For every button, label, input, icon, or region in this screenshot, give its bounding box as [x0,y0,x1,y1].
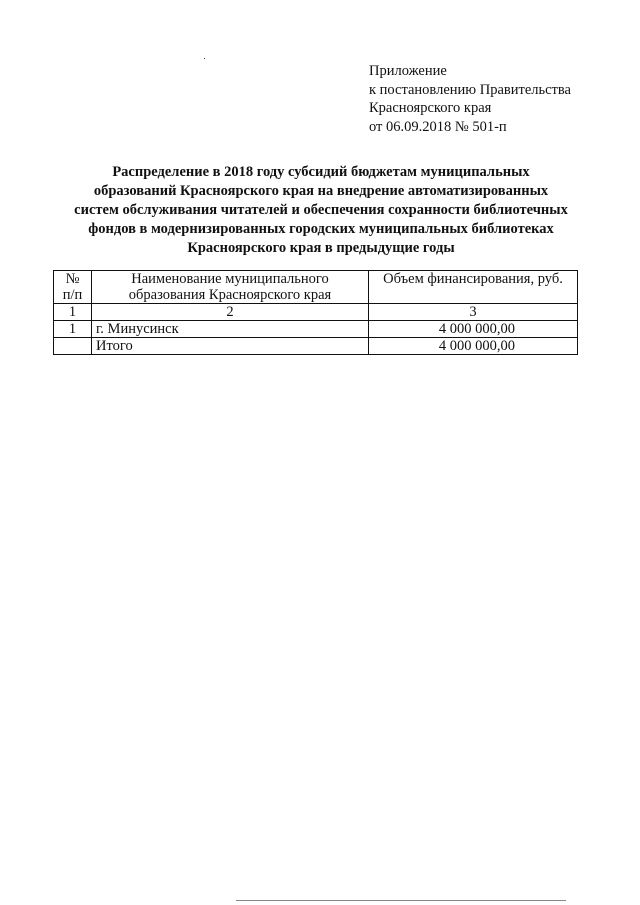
table-index-row [54,304,578,321]
row-sum: 4 000 000,00 [369,321,578,338]
index-cell-2: 2 [92,304,369,321]
header-num-line-2: п/п [62,287,83,303]
scan-speck [204,58,205,59]
document-title [40,163,602,258]
index-cell-3: 3 [369,304,578,321]
scan-edge-line [236,900,566,901]
funding-table [53,270,578,355]
title-line-1: Распределение в 2018 году субсидий бюджетам муниципальных [112,164,530,180]
title-line-3: систем обслуживания читателей и обеспечения сохранности библиотечных [74,202,568,218]
header-num [54,271,92,304]
title-line-2: образований Красноярского края на внедрение автоматизированных [93,183,549,199]
total-num [54,338,92,355]
header-sum: Объем финансирования, руб. [369,271,578,304]
header-name [92,271,369,304]
total-label: Итого [92,338,369,355]
appendix-line-3: Красноярского края [369,100,492,116]
appendix-line-4: от 06.09.2018 № 501-п [369,118,507,135]
table-row [54,321,578,338]
index-cell-1: 1 [54,304,92,321]
header-name-line-1: Наименование муниципального [131,271,329,287]
header-num-line-1: № [65,271,80,287]
title-line-4: фондов в модернизированных городских муниципальных библиотеках [88,221,554,237]
table-total-row [54,338,578,355]
table-header-row [54,271,578,304]
row-num: 1 [54,321,92,338]
appendix-block [369,62,571,136]
appendix-line-1: Приложение [369,63,447,79]
row-name: г. Минусинск [92,321,369,338]
total-sum: 4 000 000,00 [369,338,578,355]
title-line-5: Красноярского края в предыдущие годы [187,240,455,256]
header-name-line-2: образования Красноярского края [128,287,332,303]
appendix-line-2: к постановлению Правительства [369,81,571,98]
